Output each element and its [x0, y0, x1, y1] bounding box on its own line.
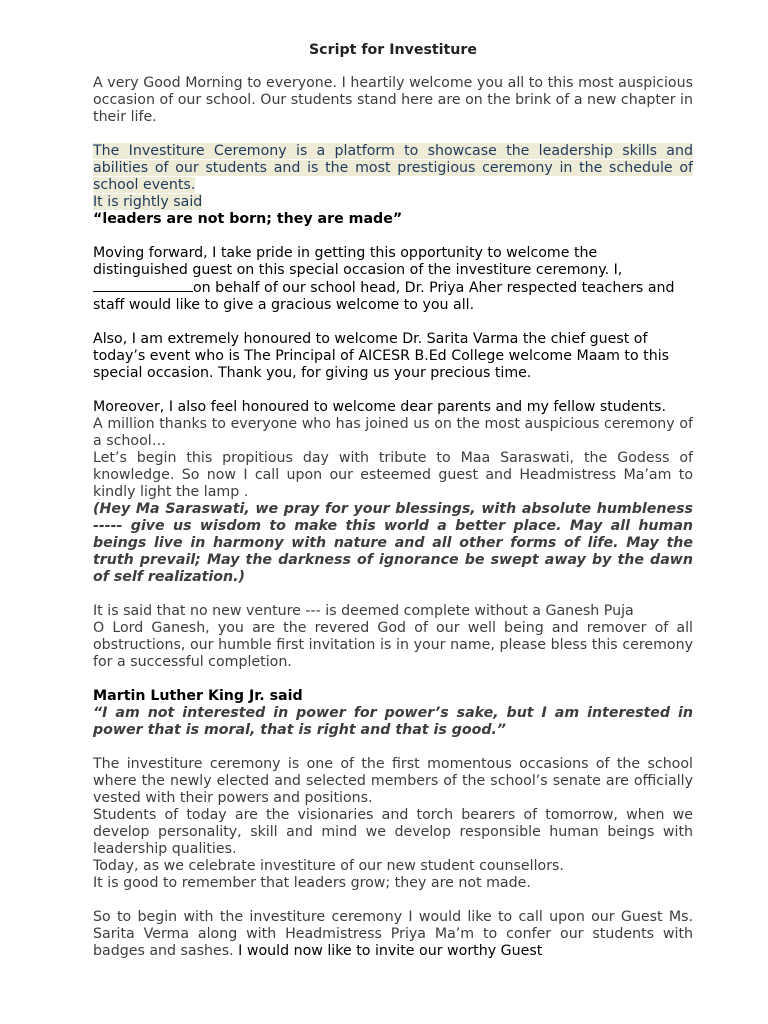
ganesh-puja-line: It is said that no new venture --- is deemed complete without a Ganesh Puja	[93, 603, 634, 619]
closing-paragraph	[93, 909, 693, 960]
ganesh-invocation-paragraph: O Lord Ganesh, you are the revered God of our well being and remover of all obstructions, our humble first invitation is in your name, please bless this ceremony for a successful completion.	[93, 620, 693, 670]
closing-end: I would now like to invite our worthy Guest	[238, 943, 543, 959]
document-title: Script for Investiture	[308, 42, 478, 58]
leaders-grow-line: It is good to remember that leaders grow; they are not made.	[93, 875, 531, 891]
guest-welcome-start: Moving forward, I take pride in getting this opportunity to welcome the distinguished guest on this special occasion of the investiture ceremony. I,	[93, 245, 623, 278]
investiture-description-paragraph: The investiture ceremony is one of the first momentous occasions of the school where the newly elected and selected members of the school’s senate are officially vested with their powers and positions.	[93, 756, 693, 806]
guest-welcome-paragraph	[93, 245, 693, 314]
mlk-attribution: Martin Luther King Jr. said	[93, 688, 303, 704]
guest-welcome-end: on behalf of our school head, Dr. Priya Aher respected teachers and staff would like to give a gracious welcome to you all.	[93, 280, 675, 313]
highlighted-paragraph	[93, 143, 693, 194]
rightly-said-line	[93, 194, 693, 211]
parents-welcome-paragraph: Moreover, I also feel honoured to welcome dear parents and my fellow students.	[93, 399, 666, 415]
saraswati-paragraph: Let’s begin this propitious day with tribute to Maa Saraswati, the Godess of knowledge. So now I call upon our esteemed guest and Headmistress Ma’am to kindly light the lamp .	[93, 450, 693, 500]
students-visionaries-paragraph: Students of today are the visionaries and torch bearers of tomorrow, when we develop personality, skill and mind we develop responsible human beings with leadership qualities.	[93, 807, 693, 857]
highlighted-text: The Investiture Ceremony is a platform to showcase the leadership skills and abilities of our students and is the most prestigious ceremony in the schedule of school events.	[93, 143, 693, 193]
prayer-paragraph: (Hey Ma Saraswati, we pray for your blessings, with absolute humbleness ----- give us wisdom to make this world a better place. May all human beings live in harmony with nature and all other forms of life. May the truth prevail; May the darkness of ignorance be swept away by the dawn of self realization.)	[93, 501, 693, 585]
welcome-paragraph: A very Good Morning to everyone. I heartily welcome you all to this most auspicious occasion of our school. Our students stand here are on the brink of a new chapter in their life.	[93, 75, 693, 125]
leaders-quote: “leaders are not born; they are made”	[93, 211, 403, 227]
mlk-quote: “I am not interested in power for power’s sake, but I am interested in power that is moral, that is right and that is good.”	[93, 705, 693, 738]
celebrate-line: Today, as we celebrate investiture of our new student counsellors.	[93, 858, 564, 874]
thanks-paragraph: A million thanks to everyone who has joined us on the most auspicious ceremony of a school…	[93, 416, 693, 449]
closing-start: So to begin with the investiture ceremony I would like to call upon our Guest Ms. Sarita Verma along with Headmistress Priya Ma’m to confer our students with badges and sashes.	[93, 909, 693, 959]
name-blank-line	[93, 279, 193, 292]
rightly-said-text: It is rightly said	[93, 194, 203, 210]
chief-guest-paragraph: Also, I am extremely honoured to welcome Dr. Sarita Varma the chief guest of today’s event who is The Principal of AICESR B.Ed College welcome Maam to this special occasion. Thank you, for giving us your precious time.	[93, 331, 670, 381]
